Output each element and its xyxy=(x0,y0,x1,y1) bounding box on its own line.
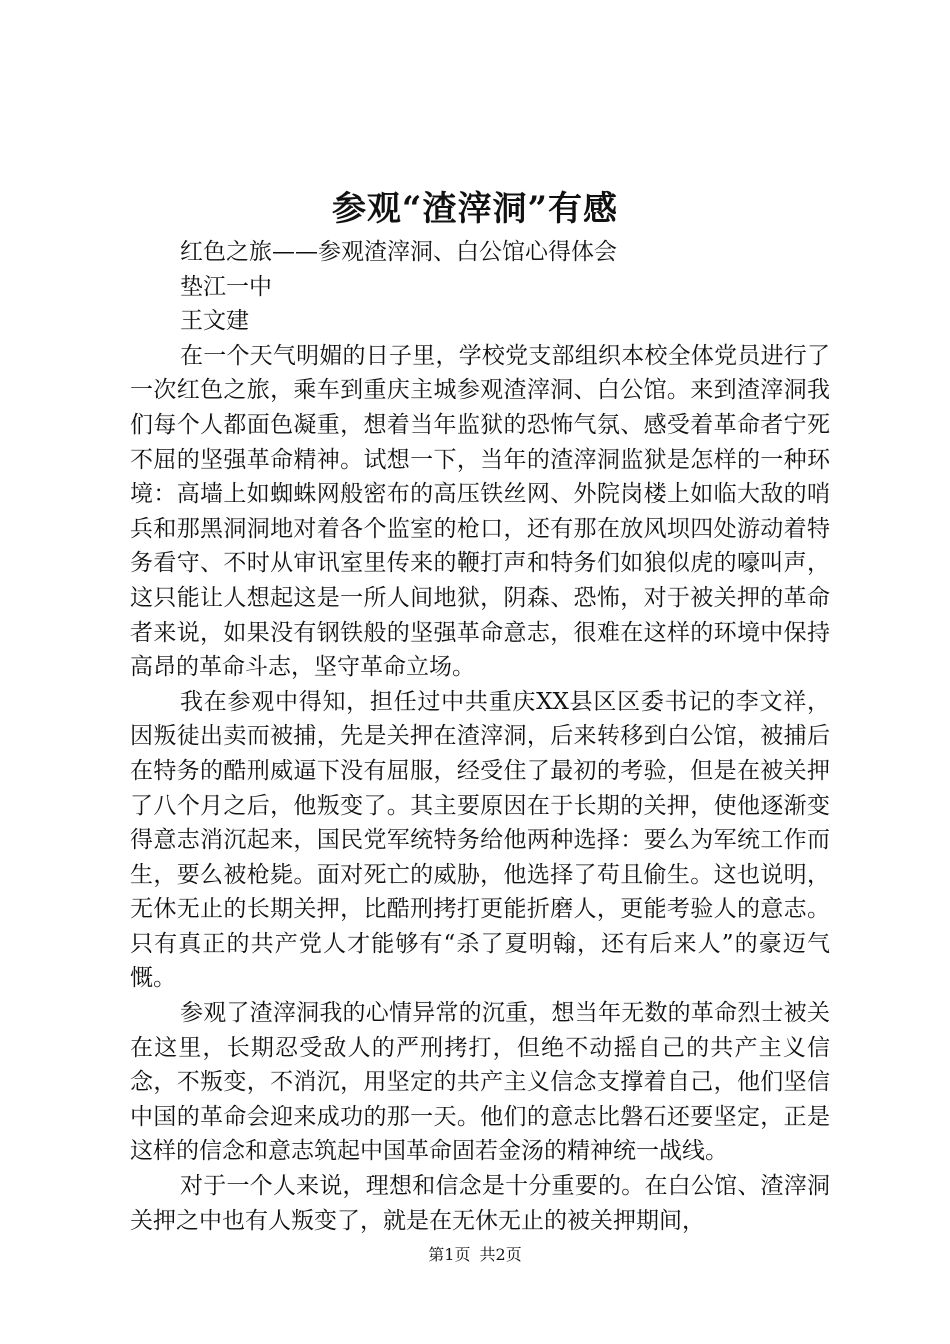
paragraph-2: 我在参观中得知，担任过中共重庆XX县区区委书记的李文祥，因叛徒出卖而被捕，先是关押在渣滓洞，后来转移到白公馆，被捕后在特务的酷刑威逼下没有屈服，经受住了最初的考验，但是在被关押了八个月之后，他叛变了。其主要原因在于长期的关押，使他逐渐变得意志消沉起来，国民党军统特务给他两种选择：要么为军统工作而生，要么被枪毙。面对死亡的威胁，他选择了苟且偷生。这也说明，无休无止的长期关押，比酷刑拷打更能折磨人，更能考验人的意志。只有真正的共产党人才能够有“杀了夏明翰，还有后来人”的豪迈气慨。 xyxy=(130,688,830,992)
page-number: 第1页 xyxy=(428,1245,471,1264)
paragraph-3: 参观了渣滓洞我的心情异常的沉重，想当年无数的革命烈士被关在这里，长期忍受敌人的严刑拷打，但绝不动摇自己的共产主义信念，不叛变，不消沉，用坚定的共产主义信念支撑着自己，他们坚信中国的革命会迎来成功的那一天。他们的意志比磐石还要坚定，正是这样的信念和意志筑起中国革命固若金汤的精神统一战线。 xyxy=(130,1000,830,1165)
document-title: 参观“渣滓洞”有感 xyxy=(331,189,619,229)
page-total: 共2页 xyxy=(479,1245,522,1264)
page-footer xyxy=(0,1244,950,1266)
author-name: 王文建 xyxy=(180,308,249,335)
school-name: 垫江一中 xyxy=(180,273,272,300)
document-body xyxy=(130,235,830,1238)
document-subtitle: 红色之旅——参观渣滓洞、白公馆心得体会 xyxy=(180,239,617,265)
paragraph-1: 在一个天气明媚的日子里，学校党支部组织本校全体党员进行了一次红色之旅，乘车到重庆主城参观渣滓洞、白公馆。来到渣滓洞我们每个人都面色凝重，想着当年监狱的恐怖气氛、感受着革命者宁死不屈的坚强革命精神。试想一下，当年的渣滓洞监狱是怎样的一种环境：高墙上如蜘蛛网般密布的高压铁丝网、外院岗楼上如临大敌的哨兵和那黑洞洞地对着各个监室的枪口，还有那在放风坝四处游动着特务看守、不时从审讯室里传来的鞭打声和特务们如狼似虎的嚎叫声，这只能让人想起这是一所人间地狱，阴森、恐怖，对于被关押的革命者来说，如果没有钢铁般的坚强革命意志，很难在这样的环境中保持高昂的革命斗志，坚守革命立场。 xyxy=(130,342,830,681)
paragraph-4: 对于一个人来说，理想和信念是十分重要的。在白公馆、渣滓洞关押之中也有人叛变了，就是在无休无止的被关押期间， xyxy=(130,1173,830,1234)
